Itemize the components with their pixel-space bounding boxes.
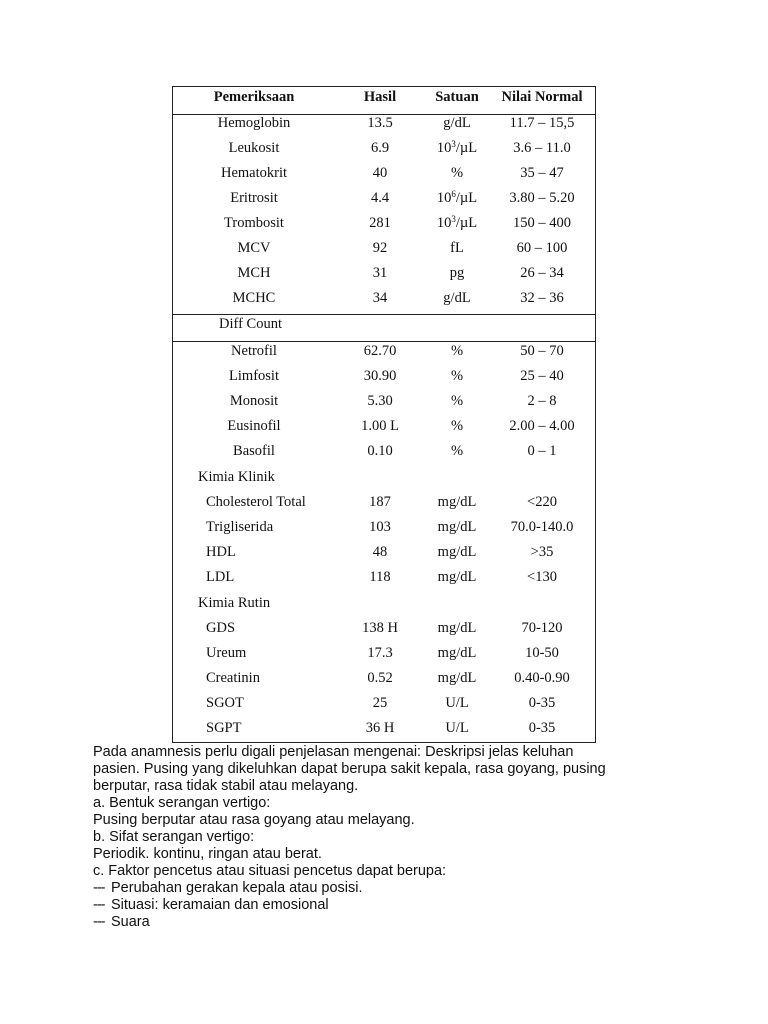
result-value: 31: [372, 265, 388, 281]
normal-range: 0-35: [528, 695, 556, 711]
intro-line: Pada anamnesis perlu digali penjelasan mengenai: Deskripsi jelas keluhan: [93, 744, 574, 760]
normal-range: 3.80 – 5.20: [509, 190, 575, 206]
section-kimia-klinik: Kimia Klinik: [198, 469, 275, 485]
test-name: Netrofil: [231, 343, 277, 359]
result-value: 92: [372, 240, 388, 256]
normal-range: <220: [527, 494, 557, 510]
unit-tail: /µL: [455, 215, 478, 231]
test-name: Creatinin: [206, 670, 260, 686]
unit-value: [437, 214, 477, 232]
unit-exponent: 6: [451, 189, 456, 199]
bullet-item: [93, 880, 653, 897]
result-value: 0.52: [367, 670, 393, 686]
test-name: SGPT: [206, 720, 242, 736]
normal-range: 35 – 47: [520, 165, 564, 181]
test-name: Cholesterol Total: [206, 494, 306, 510]
normal-range: 60 – 100: [516, 240, 568, 256]
section-a-text: Pusing berputar atau rasa goyang atau melayang.: [93, 812, 415, 828]
unit-value: %: [450, 443, 464, 459]
section-b-heading: b. Sifat serangan vertigo:: [93, 829, 255, 845]
test-name: MCV: [237, 240, 271, 256]
unit-value: mg/dL: [437, 569, 477, 585]
unit-value: U/L: [445, 695, 469, 711]
unit-value: [437, 189, 477, 207]
header-pemeriksaan: Pemeriksaan: [213, 89, 295, 105]
bullet-item: [93, 897, 653, 914]
normal-range: >35: [530, 544, 554, 560]
bullet-text: Perubahan gerakan kepala atau posisi.: [111, 880, 363, 896]
unit-tail: /µL: [455, 190, 478, 206]
test-name: MCH: [237, 265, 271, 281]
test-name: SGOT: [206, 695, 244, 711]
test-name: Trombosit: [224, 215, 284, 231]
narrative-text: [93, 744, 653, 931]
unit-value: %: [450, 368, 464, 384]
unit-exponent: 3: [451, 139, 456, 149]
normal-range: <130: [527, 569, 557, 585]
test-name: MCHC: [232, 290, 276, 306]
normal-range: 50 – 70: [520, 343, 564, 359]
test-name: Hematokrit: [220, 165, 288, 181]
result-value: 1.00 L: [361, 418, 399, 434]
unit-value: [437, 139, 477, 157]
result-value: 30.90: [363, 368, 397, 384]
result-value: 4.4: [370, 190, 390, 206]
bullet-dash: ---: [93, 914, 105, 930]
unit-exponent: 3: [451, 214, 456, 224]
test-name: Trigliserida: [206, 519, 274, 535]
unit-value: mg/dL: [437, 519, 477, 535]
result-value: 0.10: [367, 443, 393, 459]
normal-range: 11.7 – 15,5: [509, 115, 575, 131]
result-value: 138 H: [362, 620, 398, 636]
result-value: 13.5: [367, 115, 393, 131]
test-name: Hemoglobin: [217, 115, 291, 131]
result-value: 36 H: [365, 720, 395, 736]
unit-value: mg/dL: [437, 494, 477, 510]
test-name: Ureum: [206, 645, 247, 661]
test-name: Limfosit: [229, 368, 279, 384]
unit-value: g/dL: [443, 290, 471, 306]
unit-value: mg/dL: [437, 645, 477, 661]
normal-range: 32 – 36: [520, 290, 564, 306]
test-name: Eritrosit: [230, 190, 278, 206]
unit-value: fL: [450, 240, 464, 256]
normal-range: 10-50: [525, 645, 559, 661]
test-name: Eusinofil: [227, 418, 281, 434]
bullet-item: [93, 914, 653, 931]
test-name: Basofil: [233, 443, 275, 459]
normal-range: 70-120: [521, 620, 563, 636]
result-value: 6.9: [370, 140, 390, 156]
section-b-text: Periodik. kontinu, ringan atau berat.: [93, 846, 322, 862]
section-kimia-rutin: Kimia Rutin: [198, 595, 271, 611]
intro-line: berputar, rasa tidak stabil atau melayang.: [93, 778, 359, 794]
unit-value: mg/dL: [437, 544, 477, 560]
result-value: 25: [372, 695, 388, 711]
normal-range: 3.6 – 11.0: [513, 140, 571, 156]
result-value: 281: [369, 215, 391, 231]
unit-base: 10: [436, 190, 452, 206]
normal-range: 0.40-0.90: [514, 670, 570, 686]
section-c-heading: c. Faktor pencetus atau situasi pencetus dapat berupa:: [93, 863, 447, 879]
header-hasil: Hasil: [363, 89, 397, 105]
unit-value: g/dL: [443, 115, 471, 131]
unit-value: mg/dL: [437, 670, 477, 686]
unit-base: 10: [436, 140, 452, 156]
normal-range: 25 – 40: [520, 368, 564, 384]
bullet-dash: ---: [93, 880, 105, 896]
test-name: Monosit: [229, 393, 279, 409]
normal-range: 150 – 400: [513, 215, 571, 231]
result-value: 187: [369, 494, 391, 510]
normal-range: 0 – 1: [527, 443, 557, 459]
unit-value: mg/dL: [437, 620, 477, 636]
unit-value: %: [450, 165, 464, 181]
bullet-text: Suara: [111, 914, 150, 930]
normal-range: 2 – 8: [527, 393, 557, 409]
result-value: 5.30: [367, 393, 393, 409]
bullet-text: Situasi: keramaian dan emosional: [111, 897, 329, 913]
result-value: 103: [369, 519, 391, 535]
result-value: 62.70: [363, 343, 397, 359]
result-value: 40: [372, 165, 388, 181]
intro-line: pasien. Pusing yang dikeluhkan dapat berupa sakit kepala, rasa goyang, pusing: [93, 761, 606, 777]
unit-tail: /µL: [455, 140, 478, 156]
result-value: 17.3: [367, 645, 393, 661]
unit-base: 10: [436, 215, 452, 231]
test-name: HDL: [206, 544, 236, 560]
test-name: GDS: [206, 620, 236, 636]
unit-value: pg: [449, 265, 465, 281]
lab-results-table: [172, 86, 596, 743]
unit-value: %: [450, 393, 464, 409]
normal-range: 2.00 – 4.00: [509, 418, 575, 434]
normal-range: 0-35: [528, 720, 556, 736]
test-name: LDL: [206, 569, 235, 585]
header-satuan: Satuan: [435, 89, 479, 105]
unit-value: %: [450, 343, 464, 359]
normal-range: 70.0-140.0: [510, 519, 574, 535]
header-nilai-normal: Nilai Normal: [501, 89, 583, 105]
result-value: 48: [372, 544, 388, 560]
result-value: 118: [369, 569, 391, 585]
section-diff-count: Diff Count: [219, 316, 282, 332]
test-name: Leukosit: [228, 140, 280, 156]
normal-range: 26 – 34: [520, 265, 564, 281]
bullet-dash: ---: [93, 897, 105, 913]
section-a-heading: a. Bentuk serangan vertigo:: [93, 795, 271, 811]
unit-value: U/L: [445, 720, 469, 736]
unit-value: %: [450, 418, 464, 434]
result-value: 34: [372, 290, 388, 306]
